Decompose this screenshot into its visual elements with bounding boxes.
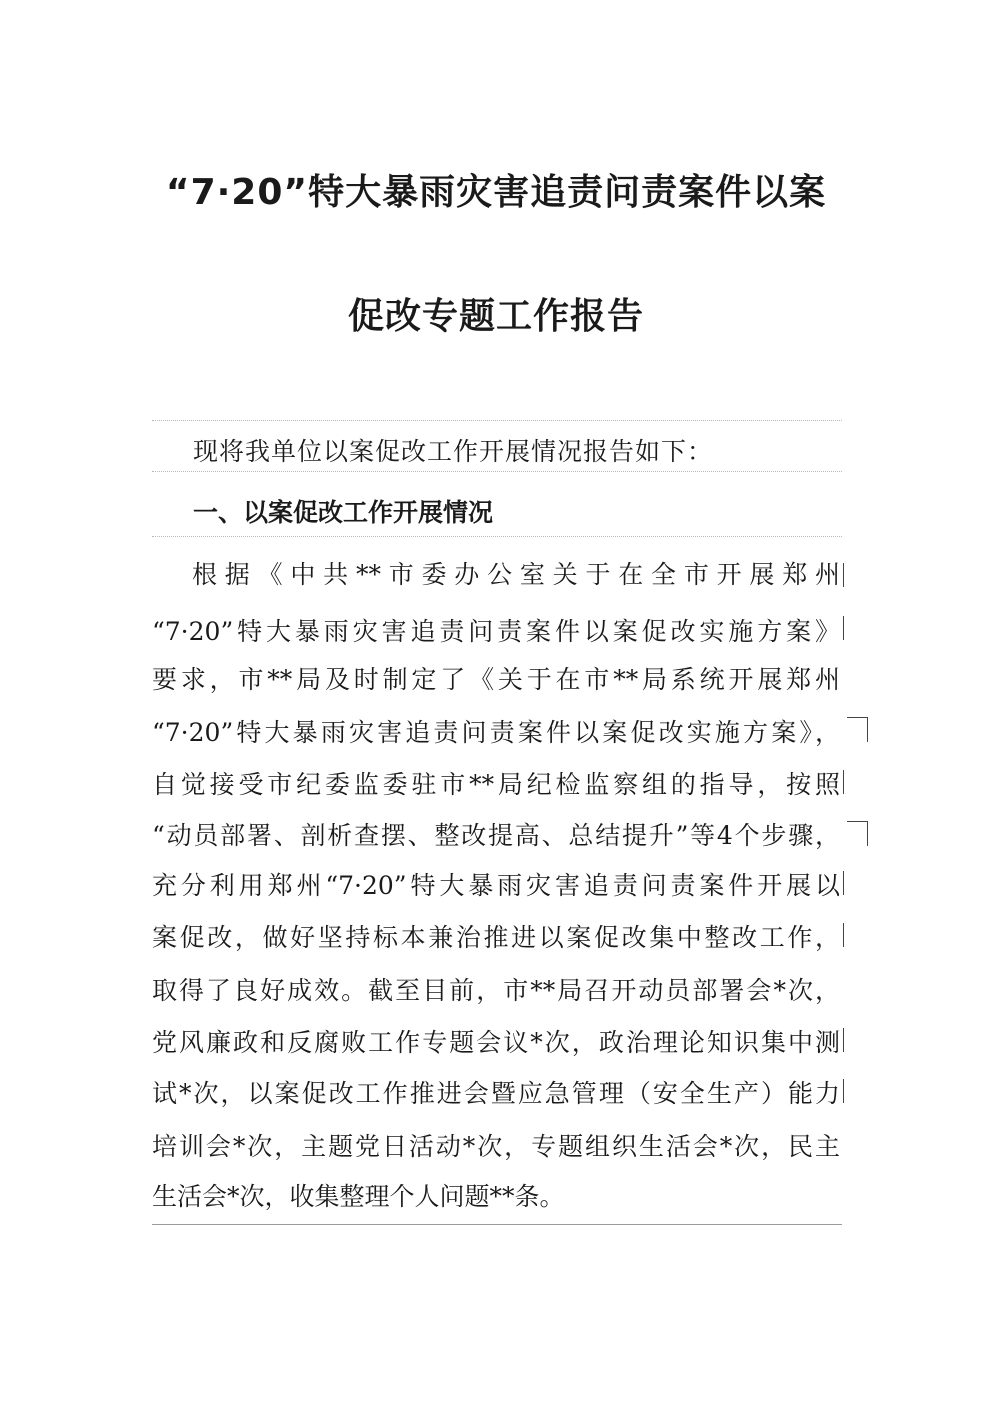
margin-mark: [843, 770, 844, 794]
body-line: 案促改，做好坚持标本兼治推进以案促改集中整改工作，: [152, 923, 840, 952]
margin-mark: [843, 923, 844, 947]
body-line: 要求，市**局及时制定了《关于在市**局系统开展郑州: [152, 665, 840, 694]
body-line: 党风廉政和反腐败工作专题会议*次，政治理论知识集中测: [152, 1028, 840, 1057]
intro-paragraph: 现将我单位以案促改工作开展情况报告如下：: [193, 437, 714, 466]
body-line: 取得了良好成效。截至目前，市**局召开动员部署会*次，: [152, 976, 840, 1005]
body-line: 充分利用郑州“7·20”特大暴雨灾害追责问责案件开展以: [152, 871, 840, 900]
divider: [152, 536, 842, 537]
margin-mark: [847, 717, 868, 742]
body-line: 培训会*次，主题党日活动*次，专题组织生活会*次，民主: [152, 1132, 840, 1161]
body-line: 生活会*次，收集整理个人问题**条。: [152, 1182, 565, 1211]
body-line: 根据《中共**市委办公室关于在全市开展郑州: [192, 560, 840, 589]
margin-mark: [843, 563, 844, 587]
divider: [152, 471, 842, 472]
body-line: 自觉接受市纪委监委驻市**局纪检监察组的指导，按照: [152, 770, 840, 799]
margin-mark: [843, 1028, 844, 1052]
body-line: “动员部署、剖析查摆、整改提高、总结提升”等4个步骤，: [152, 821, 840, 850]
document-title-line-2: 促改专题工作报告: [347, 296, 644, 337]
divider-top: [152, 420, 842, 421]
body-line: “7·20”特大暴雨灾害追责问责案件以案促改实施方案》: [152, 617, 840, 646]
margin-mark: [843, 616, 844, 640]
margin-mark: [847, 821, 868, 846]
section-heading: 一、以案促改工作开展情况: [193, 498, 494, 527]
document-title-line-1: “7·20”特大暴雨灾害追责问责案件以案: [165, 172, 827, 213]
body-line: 试*次，以案促改工作推进会暨应急管理（安全生产）能力: [152, 1079, 840, 1108]
margin-mark: [843, 1079, 844, 1103]
margin-mark: [843, 871, 844, 895]
divider-bottom: [152, 1224, 842, 1225]
body-line: “7·20”特大暴雨灾害追责问责案件以案促改实施方案》，: [152, 718, 840, 747]
